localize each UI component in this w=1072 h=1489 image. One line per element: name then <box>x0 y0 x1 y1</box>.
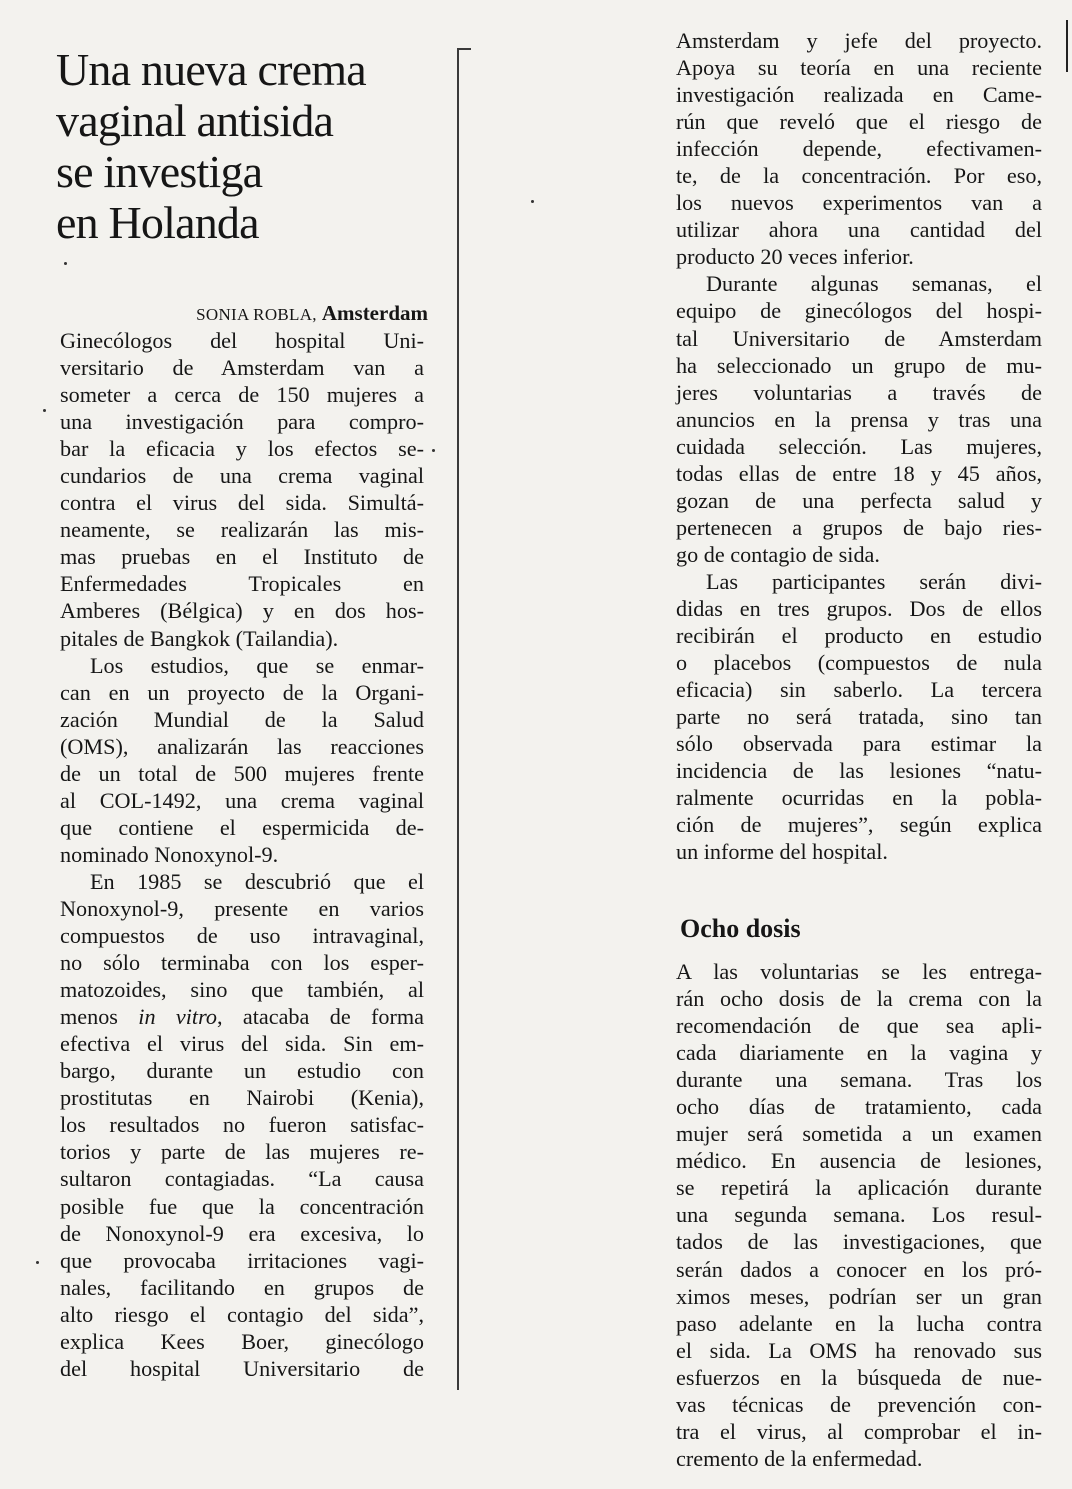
text-line: utilizar ahora una cantidad del <box>676 217 1042 243</box>
text-line: médico. En ausencia de lesiones, <box>676 1148 1042 1174</box>
text-line: nales, facilitando en grupos de <box>60 1274 424 1300</box>
text-line: ocho días de tratamiento, cada <box>676 1094 1042 1120</box>
text-line: todas ellas de entre 18 y 45 años, <box>676 460 1042 486</box>
text-line: sólo observada para estimar la <box>676 731 1042 757</box>
text-line: de un total de 500 mujeres frente <box>60 760 424 786</box>
text-line: una segunda semana. Los resul- <box>676 1202 1042 1228</box>
text-line: mas pruebas en el Instituto de <box>60 544 424 570</box>
text-line: A las voluntarias se les entrega- <box>676 959 1042 984</box>
text-line: alto riesgo el contagio del sida”, <box>60 1301 424 1327</box>
italic-term: in vitro <box>138 1004 217 1030</box>
text-line: infección depende, efectivamen- <box>676 136 1042 162</box>
text-line: de Nonoxynol-9 era excesiva, lo <box>60 1220 424 1246</box>
text-line: ralmente ocurridas en la pobla- <box>676 785 1042 811</box>
text-line: del hospital Universitario de <box>60 1355 424 1381</box>
text-line: una investigación para compro- <box>60 409 424 435</box>
text-line: incidencia de las lesiones “natu- <box>676 758 1042 784</box>
print-speck <box>43 409 46 412</box>
text-line: explica Kees Boer, ginecólogo <box>60 1328 424 1354</box>
text-line: producto 20 veces inferior. <box>676 244 914 270</box>
text-line: mujer será sometida a un examen <box>676 1121 1042 1147</box>
text-line: esfuerzos en la búsqueda de nue- <box>676 1364 1042 1390</box>
text-line: equipo de ginecólogos del hospi- <box>676 298 1042 324</box>
text-line: no sólo terminaba con los esper- <box>60 950 424 976</box>
text-line: parte no será tratada, sino tan <box>676 704 1042 730</box>
text-line: anuncios en la prensa y tras una <box>676 406 1042 432</box>
paragraph <box>676 958 1042 1472</box>
text-line: cuidada selección. Las mujeres, <box>676 433 1042 459</box>
text-line: ción de mujeres”, según explica <box>676 812 1042 838</box>
text-line: someter a cerca de 150 mujeres a <box>60 382 424 408</box>
column-right <box>676 27 1042 865</box>
text-line: prostitutas en Nairobi (Kenia), <box>60 1085 424 1111</box>
text-line: Amberes (Bélgica) y en dos hos- <box>60 598 424 624</box>
text-line: cremento de la enfermedad. <box>676 1445 923 1471</box>
headline-line: se investiga <box>56 146 263 197</box>
text-line: te, de la concentración. Por eso, <box>676 163 1042 189</box>
column-rule <box>457 48 459 1390</box>
text-line: los resultados no fueron satisfac- <box>60 1112 424 1138</box>
text-line: serán dados a conocer en los pró- <box>676 1256 1042 1282</box>
headline-line: en Holanda <box>56 197 259 248</box>
column-right-lower <box>676 958 1042 1472</box>
text-line: pitales de Bangkok (Tailandia). <box>60 625 339 651</box>
text-line: recibirán el producto en estudio <box>676 623 1042 649</box>
text-line: Nonoxynol-9, presente en varios <box>60 895 424 921</box>
text-line: go de contagio de sida. <box>676 541 880 567</box>
text-line: o placebos (compuestos de nula <box>676 650 1042 676</box>
paragraph <box>60 327 424 652</box>
headline-line: vaginal antisida <box>56 95 334 146</box>
print-speck <box>64 262 67 265</box>
text-line: pertenecen a grupos de bajo ries- <box>676 514 1042 540</box>
text-line: (OMS), analizarán las reacciones <box>60 733 424 759</box>
text-line: un informe del hospital. <box>676 839 888 865</box>
text-line: nominado Nonoxynol-9. <box>60 841 279 867</box>
text-line: gozan de una perfecta salud y <box>676 487 1042 513</box>
text-line: ha seleccionado un grupo de mu- <box>676 352 1042 378</box>
text-line: Apoya su teoría en una reciente <box>676 55 1042 81</box>
text-line: didas en tres grupos. Dos de ellos <box>676 595 1042 621</box>
text-line: Enfermedades Tropicales en <box>60 571 424 597</box>
text-line: En 1985 se descubrió que el <box>90 868 424 894</box>
paragraph <box>676 27 1042 270</box>
paragraph <box>676 270 1042 568</box>
text-line: sultaron contagiadas. “La causa <box>60 1166 424 1192</box>
paragraph <box>60 868 424 1382</box>
text-line: contra el virus del sida. Simultá- <box>60 490 424 516</box>
subhead: Ocho dosis <box>680 914 801 943</box>
text-line: cada diariamente en la vagina y <box>676 1040 1042 1066</box>
byline-author: SONIA ROBLA, <box>196 305 317 324</box>
text-line: torios y parte de las mujeres re- <box>60 1139 424 1165</box>
print-speck <box>36 1261 39 1264</box>
text-line: bargo, durante un estudio con <box>60 1058 424 1084</box>
text-line: versitario de Amsterdam van a <box>60 355 424 381</box>
column-left <box>60 327 424 1382</box>
text-line: efectiva el virus del sida. Sin em- <box>60 1031 424 1057</box>
text-line: eficacia) sin saberlo. La tercera <box>676 677 1042 703</box>
print-speck <box>531 200 534 203</box>
byline <box>148 299 428 329</box>
headline-line: Una nueva crema <box>56 44 366 95</box>
text-line: rán ocho dosis de la crema con la <box>676 986 1042 1012</box>
text-line: jeres voluntarias a través de <box>676 379 1042 405</box>
text-line: neamente, se realizarán las mis- <box>60 517 424 543</box>
text-line: matozoides, sino que también, al <box>60 977 424 1003</box>
text-line: Amsterdam y jefe del proyecto. <box>676 28 1042 53</box>
text-line: rún que reveló que el riesgo de <box>676 109 1042 135</box>
text-line: el sida. La OMS ha renovado sus <box>676 1337 1042 1363</box>
text-line: tra el virus, al comprobar el in- <box>676 1418 1042 1444</box>
text-line: zación Mundial de la Salud <box>60 706 424 732</box>
text-line: los nuevos experimentos van a <box>676 190 1042 216</box>
text-line: Ginecólogos del hospital Uni- <box>60 328 424 353</box>
text-line: posible fue que la concentración <box>60 1193 424 1219</box>
text-line: compuestos de uso intravaginal, <box>60 923 424 949</box>
paragraph <box>676 568 1042 866</box>
text-line: ximos meses, podrían ser un gran <box>676 1283 1042 1309</box>
text-line: durante una semana. Tras los <box>676 1067 1042 1093</box>
text-line: Los estudios, que se enmar- <box>90 652 424 678</box>
text-line: Durante algunas semanas, el <box>706 271 1042 297</box>
headline <box>56 44 446 248</box>
text-line: cundarios de una crema vaginal <box>60 463 424 489</box>
text-line: que contiene el espermicida de- <box>60 814 424 840</box>
text-line: al COL-1492, una crema vaginal <box>60 787 424 813</box>
text-line: Las participantes serán divi- <box>706 568 1042 594</box>
byline-city: Amsterdam <box>321 301 428 325</box>
column-rule-tick <box>457 48 471 50</box>
text-line: recomendación de que sea apli- <box>676 1013 1042 1039</box>
paragraph <box>60 652 424 868</box>
print-speck <box>432 449 435 452</box>
text-line: se repetirá la aplicación durante <box>676 1175 1042 1201</box>
text-line: bar la eficacia y los efectos se- <box>60 436 424 462</box>
text-line: investigación realizada en Came- <box>676 82 1042 108</box>
text-line: tal Universitario de Amsterdam <box>676 325 1042 351</box>
page-edge-mark <box>1066 20 1068 72</box>
text-line: que provocaba irritaciones vagi- <box>60 1247 424 1273</box>
text-line: can en un proyecto de la Organi- <box>60 679 424 705</box>
text-line: menos in vitro, atacaba de forma <box>60 1004 424 1030</box>
text-line: vas técnicas de prevención con- <box>676 1391 1042 1417</box>
text-line: paso adelante en la lucha contra <box>676 1310 1042 1336</box>
text-line: tados de las investigaciones, que <box>676 1229 1042 1255</box>
